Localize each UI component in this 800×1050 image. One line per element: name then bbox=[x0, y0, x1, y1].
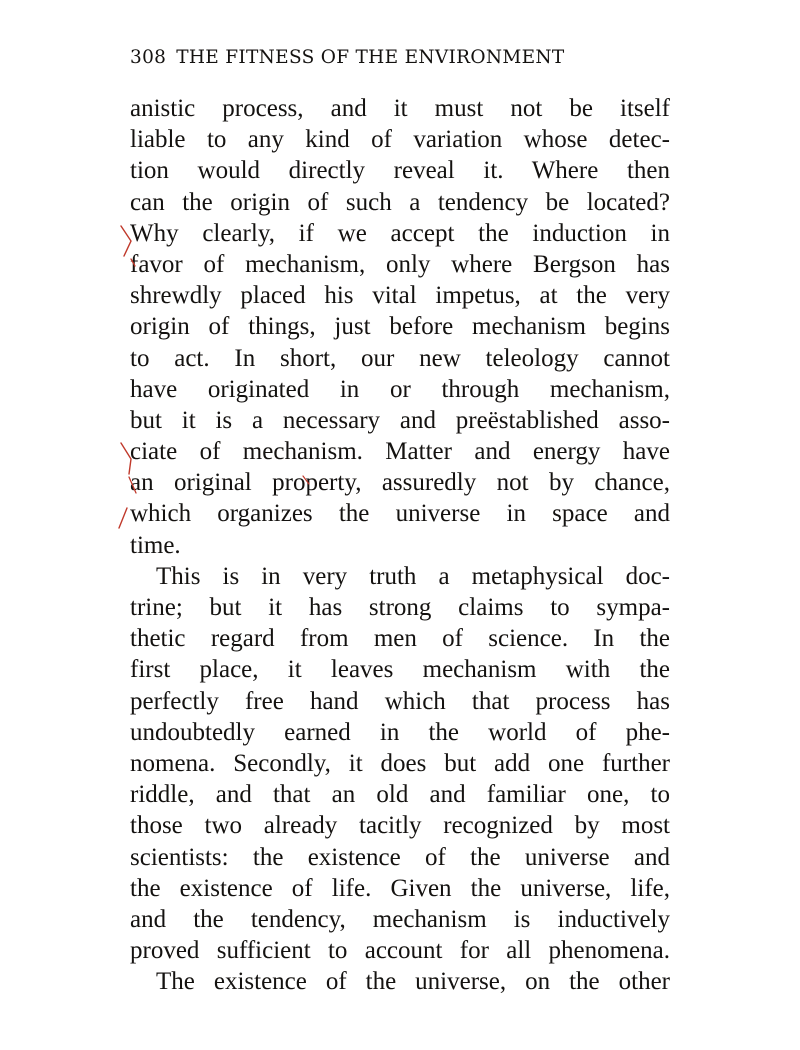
text-line: nomena. Secondly, it does but add one further bbox=[130, 749, 670, 777]
text-line: first place, it leaves mechanism with the bbox=[130, 656, 670, 684]
text-line: scientists: the existence of the universe and bbox=[130, 843, 670, 871]
text-line: trine; but it has strong claims to sympa- bbox=[130, 594, 670, 621]
text-line: time. bbox=[130, 531, 181, 559]
pencil-mark-which bbox=[119, 508, 127, 528]
text-line: those two already tacitly recognized by most bbox=[130, 812, 670, 840]
running-title: THE FITNESS OF THE ENVIRONMENT bbox=[176, 47, 565, 68]
text-line: liable to any kind of variation whose detec- bbox=[130, 126, 670, 154]
text-line: to act. In short, our new teleology cannot bbox=[130, 344, 670, 372]
text-line: have originated in or through mechanism, bbox=[130, 375, 670, 403]
text-line: shrewdly placed his vital impetus, at the very bbox=[130, 282, 670, 310]
text-line: an original property, assuredly not by chance, bbox=[130, 469, 670, 497]
text-line: proved sufficient to account for all phenomena. bbox=[130, 937, 670, 965]
text-line: tion would directly reveal it. Where then bbox=[130, 157, 670, 185]
text-line: undoubtedly earned in the world of phe- bbox=[130, 718, 670, 746]
text-line: perfectly free hand which that process has bbox=[130, 687, 670, 715]
text-line: which organizes the universe in space and bbox=[130, 500, 670, 528]
text-line: the existence of life. Given the universe, life, bbox=[130, 874, 670, 902]
text-line: The existence of the universe, on the other bbox=[156, 968, 670, 996]
text-line: origin of things, just before mechanism begins bbox=[130, 313, 670, 341]
text-line: thetic regard from men of science. In the bbox=[130, 625, 670, 653]
text-line: can the origin of such a tendency be located? bbox=[130, 188, 670, 216]
text-line: and the tendency, mechanism is inductively bbox=[130, 905, 670, 933]
text-line: favor of mechanism, only where Bergson has bbox=[130, 250, 670, 278]
text-line: This is in very truth a metaphysical doc- bbox=[156, 562, 670, 590]
text-line: Why clearly, if we accept the induction in bbox=[130, 219, 670, 247]
running-header bbox=[130, 47, 670, 68]
text-line: ciate of mechanism. Matter and energy have bbox=[130, 438, 670, 466]
text-line: but it is a necessary and preëstablished asso- bbox=[130, 406, 670, 434]
text-line: anistic process, and it must not be itself bbox=[130, 95, 670, 122]
page-number: 308 bbox=[130, 47, 167, 68]
text-line: riddle, and that an old and familiar one, to bbox=[130, 781, 670, 809]
body-text bbox=[130, 93, 670, 997]
